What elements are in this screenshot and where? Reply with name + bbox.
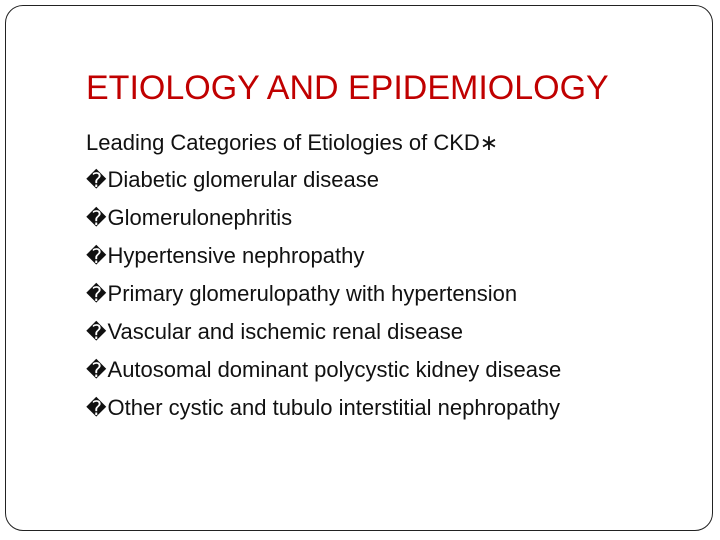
list-item xyxy=(86,237,561,275)
list-item-text: Vascular and ischemic renal disease xyxy=(107,319,463,344)
slide-frame xyxy=(5,5,713,531)
etiology-list xyxy=(86,161,561,427)
list-item-text: Hypertensive nephropathy xyxy=(107,243,365,268)
list-item xyxy=(86,389,561,427)
list-item xyxy=(86,351,561,389)
bullet-icon: � xyxy=(86,320,107,344)
list-item-text: Diabetic glomerular disease xyxy=(107,167,379,192)
list-item xyxy=(86,313,561,351)
list-item-text: Autosomal dominant polycystic kidney disease xyxy=(107,357,562,382)
slide-title: ETIOLOGY AND EPIDEMIOLOGY xyxy=(86,69,609,107)
list-item-text: Glomerulonephritis xyxy=(107,205,293,230)
list-item-text: Other cystic and tubulo interstitial nephropathy xyxy=(107,395,560,420)
list-item xyxy=(86,199,561,237)
bullet-icon: � xyxy=(86,396,107,420)
bullet-icon: � xyxy=(86,282,107,306)
bullet-icon: � xyxy=(86,206,107,230)
list-item xyxy=(86,275,561,313)
bullet-icon: � xyxy=(86,168,107,192)
list-item-text: Primary glomerulopathy with hypertension xyxy=(107,281,518,306)
list-item xyxy=(86,161,561,199)
bullet-icon: � xyxy=(86,244,107,268)
slide-content xyxy=(86,124,561,427)
slide-subtitle: Leading Categories of Etiologies of CKD∗ xyxy=(86,130,499,155)
bullet-icon: � xyxy=(86,358,107,382)
